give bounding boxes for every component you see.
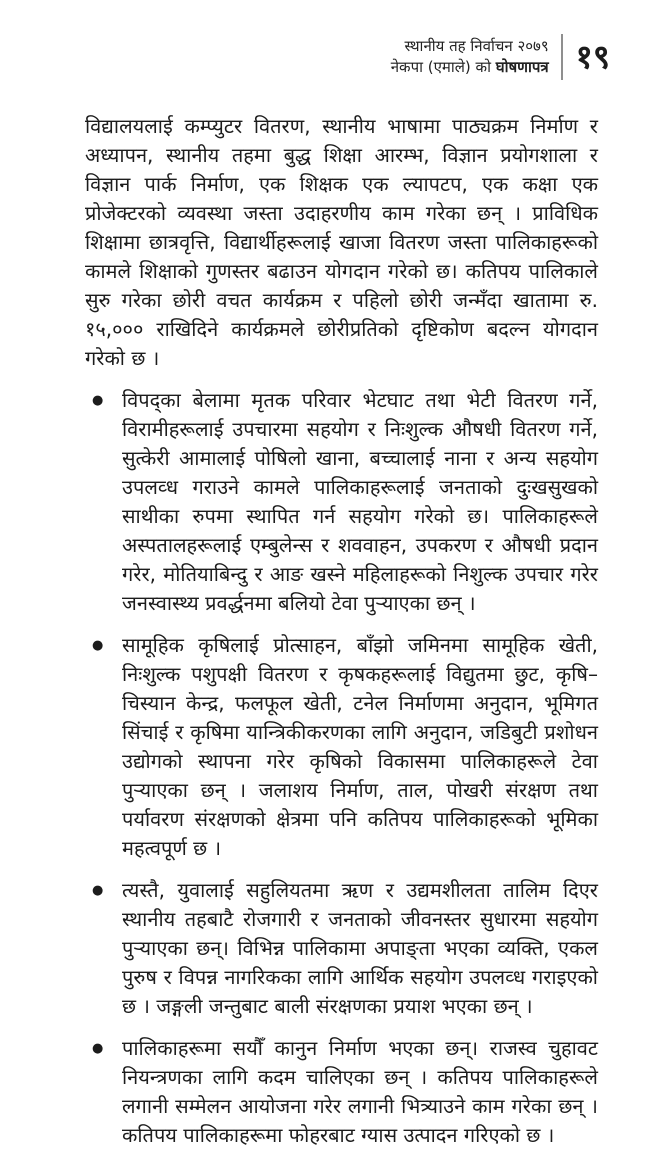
bullet-icon: ● <box>92 883 104 898</box>
header-line1: स्थानीय तह निर्वाचन २०७९ <box>404 37 549 55</box>
bullet-item <box>85 386 598 618</box>
header-line2-prefix: नेकपा (एमाले) को <box>390 58 496 76</box>
bullet-paragraph: त्यस्तै, युवालाई सहुलियतमा ऋण र उद्यमशीलता तालिम दिएर स्थानीय तहबाटै रोजगारी र जनताको जीवनस्तर सुधारमा सहयोग पुऱ्याएका छन्। विभिन्न पालिकामा अपाङ्ता भएका व्यक्ति, एकल पुरुष र विपन्न नागरिकका लागि आर्थिक सहयोग उपलव्ध गराइएको छ । जङ्गली जन्तुबाट बाली संरक्षणका प्रयाश भएका छन् । <box>122 878 598 1018</box>
bullet-paragraph: पालिकाहरूमा सयौँ कानुन निर्माण भएका छन्। राजस्व चुहावट नियन्त्रणका लागि कदम चालिएका छन् । कतिपय पालिकाहरूले लगानी सम्मेलन आयोजना गरेर लगानी भित्र्याउने काम गरेका छन् । कतिपय पालिकाहरूमा फोहरबाट ग्यास उत्पादन गरिएको छ । <box>122 1036 598 1147</box>
header-line2-title: घोषणापत्र <box>495 58 549 76</box>
intro-paragraph: विद्यालयलाई कम्प्युटर वितरण, स्थानीय भाषामा पाठ्यक्रम निर्माण र अध्यापन, स्थानीय तहमा बुद्ध शिक्षा आरम्भ, विज्ञान प्रयोगशाला र विज्ञान पार्क निर्माण, एक शिक्षक एक ल्यापटप, एक कक्षा एक प्रोजेक्टरको व्यवस्था जस्ता उदाहरणीय काम गरेका छन् । प्राविधिक शिक्षामा छात्रवृत्ति, विद्यार्थीहरूलाई खाजा वितरण जस्ता पालिकाहरूको कामले शिक्षाको गुणस्तर बढाउन योगदान गरेको छ। कतिपय पालिकाले सुरु गरेका छोरी वचत कार्यक्रम र पहिलो छोरी जन्मँदा खातामा रु. १५,००० राखिदिने कार्यक्रमले छोरीप्रतिको दृष्टिकोण बदल्न योगदान गरेको छ । <box>85 114 598 370</box>
running-header <box>391 36 549 78</box>
bullet-item <box>85 876 598 1021</box>
page-header <box>391 34 610 80</box>
bullet-icon: ● <box>92 393 104 408</box>
bullet-item <box>85 1034 598 1150</box>
bullet-icon: ● <box>92 638 104 653</box>
header-divider <box>561 34 563 80</box>
page-content <box>85 112 598 1150</box>
page-number: १९ <box>575 37 610 76</box>
bullet-item <box>85 631 598 863</box>
bullet-icon: ● <box>92 1041 104 1056</box>
header-line2 <box>391 57 549 78</box>
bullet-paragraph: सामूहिक कृषिलाई प्रोत्साहन, बाँझो जमिनमा सामूहिक खेती, निःशुल्क पशुपक्षी वितरण र कृषकहरूलाई विद्युतमा छुट, कृषि–चिस्यान केन्द्र, फलफूल खेती, टनेल निर्माणमा अनुदान, भूमिगत सिंचाई र कृषिमा यान्त्रिकीकरणका लागि अनुदान, जडिबुटी प्रशोधन उद्योगको स्थापना गरेर कृषिको विकासमा पालिकाहरूले टेवा पुऱ्याएका छन् । जलाशय निर्माण, ताल, पोखरी संरक्षण तथा पर्यावरण संरक्षणको क्षेत्रमा पनि कतिपय पालिकाहरूको भूमिका महत्वपूर्ण छ । <box>122 633 598 860</box>
bullet-paragraph: विपद्का बेलामा मृतक परिवार भेटघाट तथा भेटी वितरण गर्ने, विरामीहरूलाई उपचारमा सहयोग र निःशुल्क औषधी वितरण गर्ने, सुत्केरी आमालाई पोषिलो खाना, बच्चालाई नाना र अन्य सहयोग उपलव्ध गराउने कामले पालिकाहरूलाई जनताको दुःखसुखको साथीका रुपमा स्थापित गर्न सहयोग गरेको छ। पालिकाहरूले अस्पतालहरूलाई एम्बुलेन्स र शववाहन, उपकरण र औषधी प्रदान गरेर, मोतियाबिन्दु र आङ खस्ने महिलाहरूको निशुल्क उपचार गरेर जनस्वास्थ्य प्रवर्द्धनमा बलियो टेवा पुऱ्याएका छन् । <box>122 388 598 615</box>
